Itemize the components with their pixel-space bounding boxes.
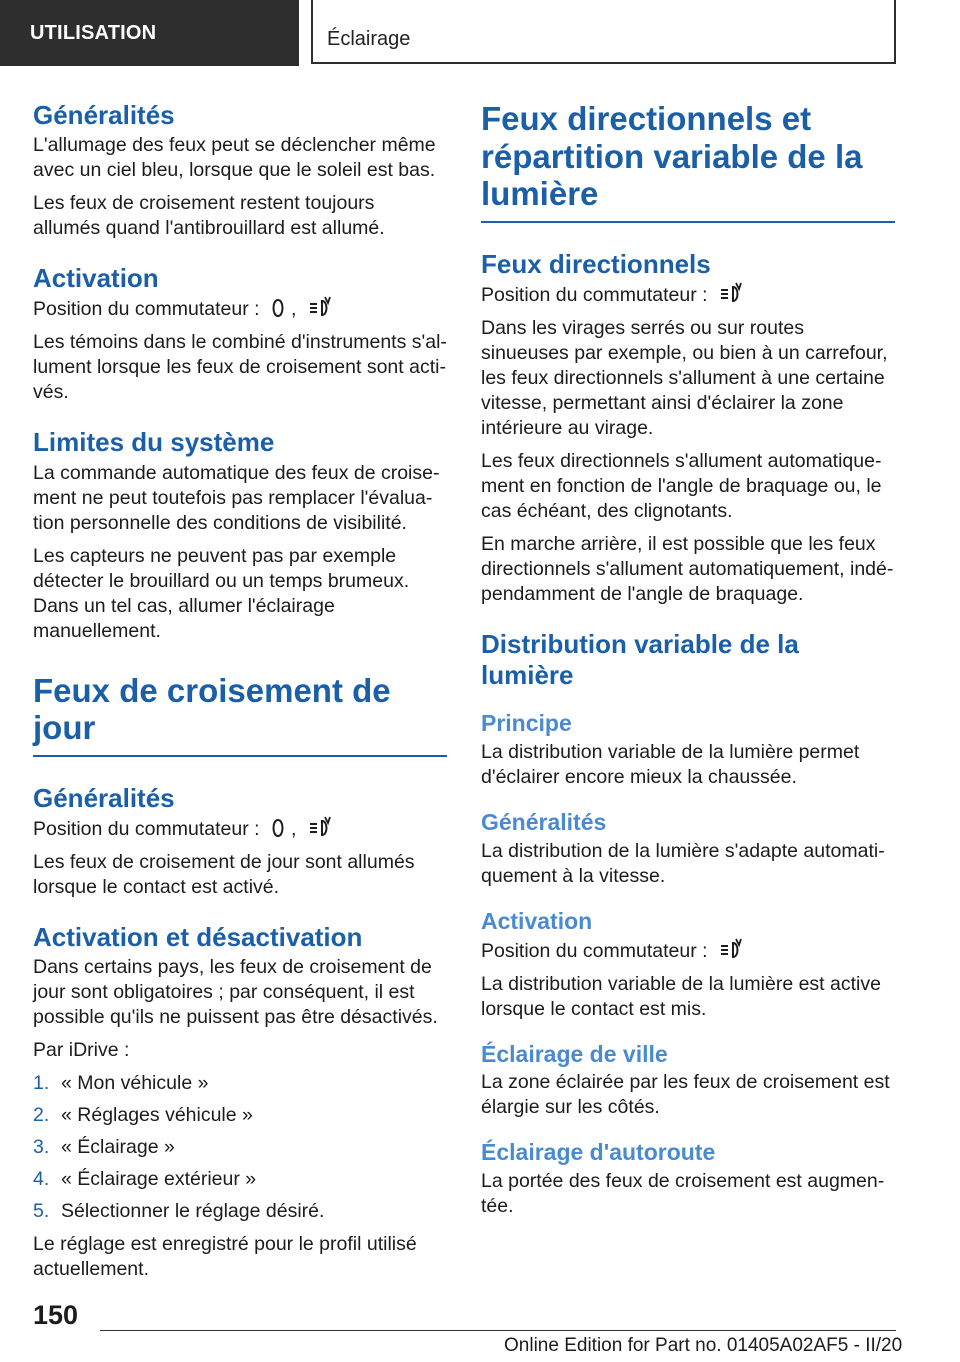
switch-position-label: Position du commutateur :	[481, 939, 708, 962]
paragraph: La commande automatique des feux de croisement ne peut toutefois pas remplacer l'évaluation personnelle des conditions de visibilité.	[33, 461, 440, 534]
heading-limites: Limites du système	[33, 427, 275, 458]
footer-edition: Online Edition for Part no. 01405A02AF5 - II/20	[504, 1335, 903, 1356]
switch-position-line	[481, 282, 895, 308]
paragraph: Les capteurs ne peuvent pas par exemple détecter le brouillard ou un temps brumeux. Dans un tel cas, allumer l'éclairage manuellement.	[33, 544, 410, 642]
subheading-eclairage-ville: Éclairage de ville	[481, 1040, 668, 1067]
paragraph: L'allumage des feux peut se déclencher même avec un ciel bleu, lorsque que le soleil est bas.	[33, 134, 436, 182]
paragraph: Les feux de croisement restent toujours allumés quand l'antibrouillard est allumé.	[33, 192, 385, 240]
paragraph: Les témoins dans le combiné d'instruments s'allument lorsque les feux de croisement sont activés.	[33, 331, 447, 404]
comma-separator: ,	[290, 298, 297, 321]
switch-position-label: Position du commutateur :	[33, 817, 260, 840]
page-number: 150	[33, 1300, 79, 1330]
heading-generalites: Généralités	[33, 100, 175, 130]
chapter-heading-feux-jour: Feux de croisement de jour	[33, 672, 447, 757]
switch-position-line	[481, 938, 895, 964]
subheading-eclairage-autoroute: Éclairage d'autoroute	[481, 1139, 716, 1166]
list-item: 2. « Réglages véhicule »	[33, 1104, 253, 1127]
list-item: 5. Sélectionner le réglage désiré.	[33, 1200, 325, 1223]
section-tab: UTILISATION	[0, 0, 299, 66]
switch-position-label: Position du commutateur :	[481, 284, 708, 307]
subheading-activation: Activation	[481, 907, 593, 934]
subheading-generalites: Généralités	[481, 809, 607, 836]
paragraph: Dans les virages serrés ou sur routes sinueuses par exemple, ou bien à un carrefour, les feux directionnels s'allument à une certaine vitesse, permettant ainsi d'éclairer la zone intérieure au virage.	[481, 317, 888, 440]
paragraph: Le réglage est enregistré pour le profil utilisé actuellement.	[33, 1233, 417, 1281]
comma-separator: ,	[290, 817, 297, 840]
headlight-auto-icon	[719, 938, 743, 960]
heading-generalites: Généralités	[33, 782, 175, 813]
heading-activation-desactivation: Activation et désactivation	[33, 921, 363, 952]
switch-position-label: Position du commutateur :	[33, 298, 260, 321]
list-item: 1. « Mon véhicule »	[33, 1072, 209, 1095]
paragraph: La distribution de la lumière s'adapte automatiquement à la vitesse.	[481, 839, 885, 887]
paragraph: Les feux de croisement de jour sont allumés lorsque le contact est activé.	[33, 850, 415, 898]
switch-position-line	[33, 816, 447, 842]
subheading-principe: Principe	[481, 710, 572, 737]
switch-position-line	[33, 296, 447, 322]
headlight-auto-icon	[719, 282, 743, 304]
paragraph: La distribution variable de la lumière est active lorsque le contact est mis.	[481, 972, 881, 1020]
paragraph: La distribution variable de la lumière permet d'éclairer encore mieux la chaussée.	[481, 741, 860, 789]
headlight-auto-icon	[308, 296, 332, 318]
list-item: 4. « Éclairage extérieur »	[33, 1168, 257, 1191]
heading-distribution-variable: Distribution variable de la lumière	[481, 629, 799, 691]
daytime-lights-icon	[271, 818, 285, 838]
paragraph: La zone éclairée par les feux de croisement est élargie sur les côtés.	[481, 1071, 890, 1119]
chapter-heading-feux-directionnels: Feux directionnels et répartition variable de la lumière	[481, 100, 895, 223]
paragraph: Dans certains pays, les feux de croisement de jour sont obligatoires ; par conséquent, il est possible qu'ils ne puissent pas être désactivés.	[33, 956, 438, 1029]
heading-activation: Activation	[33, 263, 159, 294]
footer-divider	[100, 1330, 896, 1331]
chapter-title: Éclairage	[311, 0, 896, 64]
left-column	[33, 100, 447, 1290]
list-item: 3. « Éclairage »	[33, 1136, 175, 1159]
right-column	[481, 100, 895, 1227]
paragraph: Les feux directionnels s'allument automatiquement en fonction de l'angle de braquage ou, le cas échéant, des clignotants.	[481, 450, 882, 523]
paragraph: En marche arrière, il est possible que les feux directionnels s'allument automatiquement, indépendamment de l'angle de braquage.	[481, 533, 894, 606]
heading-feux-directionnels: Feux directionnels	[481, 248, 711, 279]
page-header	[0, 0, 960, 66]
daytime-lights-icon	[271, 298, 285, 318]
idrive-steps-list	[33, 1071, 447, 1224]
paragraph: La portée des feux de croisement est augmentée.	[481, 1170, 885, 1218]
headlight-auto-icon	[308, 816, 332, 838]
paragraph: Par iDrive :	[33, 1039, 130, 1062]
